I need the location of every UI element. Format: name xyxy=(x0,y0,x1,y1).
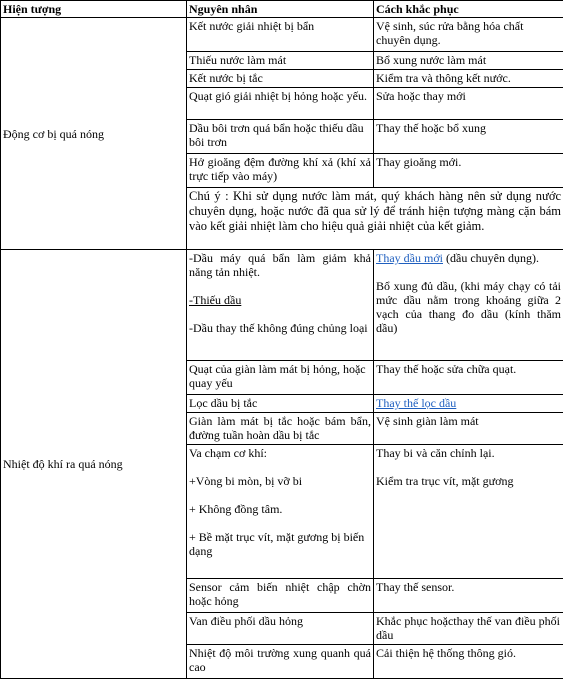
fix-cell: Thay thế hoặc sửa chữa quạt. xyxy=(374,361,563,395)
mech-fix-inspect: Kiểm tra trục vít, mặt gương xyxy=(376,474,514,488)
fix-cell: Sửa hoặc thay mới xyxy=(374,88,563,120)
coolant-note: Chú ý : Khi sử dụng nước làm mát, quý khách hàng nên sử dụng nước chuyên dụng, hoặc nước đã qua sử lý để tránh hiện tượng màng cặn bám vào kết giải nhiệt làm cho hiệu quả giải nhiệt của kết giảm. xyxy=(187,188,563,250)
cause-cell: Nhiệt độ môi trường xung quanh quá cao xyxy=(187,645,374,679)
cause-cell: Lọc dầu bị tắc xyxy=(187,395,374,413)
cause-cell: Hở gioăng đệm đường khí xả (khí xả trực tiếp vào máy) xyxy=(187,154,374,188)
header-fix: Cách khắc phục xyxy=(374,1,563,18)
cause-cell: Van điều phối dầu hỏng xyxy=(187,613,374,645)
fix-cell: Khắc phục hoặcthay thế van điều phối dầu xyxy=(374,613,563,645)
cause-cell: Sensor cảm biến nhiệt chập chờn hoặc hỏng xyxy=(187,579,374,613)
oil-fix-topup: Bổ xung đủ dầu, (khi máy chạy có tải mức dầu nằm trong khoảng giữa 2 vạch của thang đo dầu (kính thăm dầu) xyxy=(376,279,561,335)
oil-fix-note: (dầu chuyên dụng). xyxy=(443,251,539,265)
table-row xyxy=(1,18,563,52)
oil-cause-low: -Thiếu dầu xyxy=(189,293,242,307)
cause-cell-oil xyxy=(187,250,374,361)
header-row xyxy=(1,1,563,18)
header-symptom: Hiện tượng xyxy=(1,1,187,18)
symptom-engine-overheat: Động cơ bị quá nóng xyxy=(1,18,187,250)
cause-cell: Quạt gió giải nhiệt bị hỏng hoặc yếu. xyxy=(187,88,374,120)
cause-cell: Thiếu nước làm mát xyxy=(187,52,374,70)
oil-cause-wrong-type: -Dầu thay thế không đúng chủng loại xyxy=(189,321,368,335)
fix-cell: Vệ sinh giàn làm mát xyxy=(374,413,563,445)
replace-oil-link[interactable]: Thay dầu mới xyxy=(376,251,443,265)
cause-cell: Kết nước giải nhiệt bị bẩn xyxy=(187,18,374,52)
fix-cell: Vệ sinh, súc rửa bằng hóa chất chuyên dụng. xyxy=(374,18,563,52)
mech-cause-misalign: + Không đồng tâm. xyxy=(189,502,283,516)
fix-cell: Bổ xung nước làm mát xyxy=(374,52,563,70)
replace-oil-filter-link[interactable]: Thay thế lọc dầu xyxy=(376,396,457,410)
oil-cause-dirty: -Dầu máy quá bẩn làm giảm khả năng tản nhiệt. xyxy=(189,251,371,279)
mech-cause-surface: + Bề mặt trục vít, mặt gương bị biến dạng xyxy=(189,530,365,558)
cause-cell-mechanical xyxy=(187,445,374,579)
fix-cell-oil xyxy=(374,250,563,361)
fix-cell: Thay gioăng mới. xyxy=(374,154,563,188)
cause-cell: Dầu bôi trơn quá bẩn hoặc thiếu dầu bôi trơn xyxy=(187,120,374,154)
mech-cause-bearing: +Vòng bi mòn, bị vỡ bi xyxy=(189,474,303,488)
cause-cell: Kết nước bị tắc xyxy=(187,70,374,88)
fix-cell: Cải thiện hệ thống thông gió. xyxy=(374,645,563,679)
fix-cell xyxy=(374,395,563,413)
cause-cell: Giàn làm mát bị tắc hoặc bám bẩn, đường tuần hoàn dầu bị tắc xyxy=(187,413,374,445)
fix-cell: Kiểm tra và thông kết nước. xyxy=(374,70,563,88)
cause-cell: Quạt của giàn làm mát bị hỏng, hoặc quay yếu xyxy=(187,361,374,395)
table-row xyxy=(1,250,563,361)
symptom-outlet-air-hot: Nhiệt độ khí ra quá nóng xyxy=(1,250,187,679)
mech-fix-bearing: Thay bi và căn chỉnh lại. xyxy=(376,446,495,460)
header-cause: Nguyên nhân xyxy=(187,1,374,18)
mech-cause-title: Va chạm cơ khí: xyxy=(189,446,267,460)
fix-cell: Thay thế sensor. xyxy=(374,579,563,613)
fix-cell-mechanical xyxy=(374,445,563,579)
fix-cell: Thay thế hoặc bổ xung xyxy=(374,120,563,154)
